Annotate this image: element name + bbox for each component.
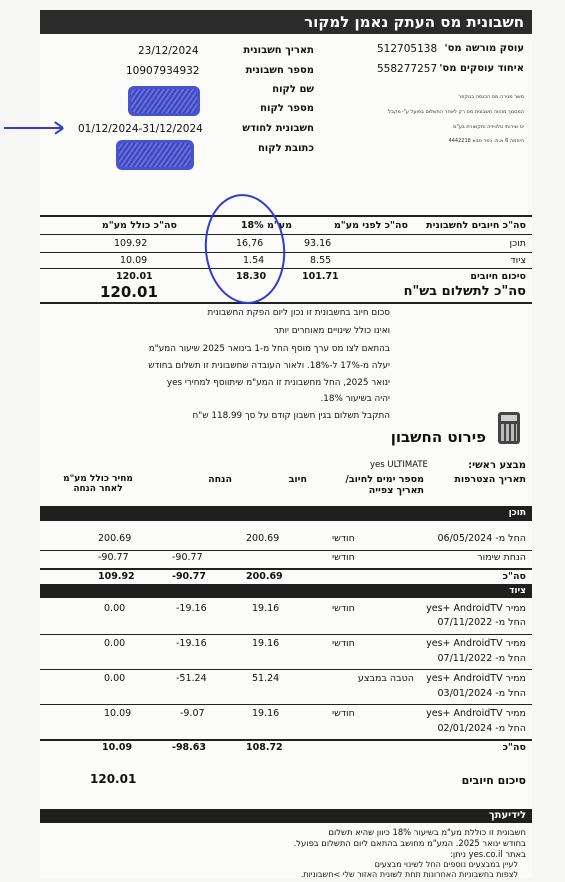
customer-name-label: שם לקוח bbox=[272, 84, 314, 95]
section-equipment-bar: ציוד bbox=[40, 584, 532, 598]
main-offer-label: מבצע ראשי: bbox=[468, 460, 526, 471]
business-fine-1: משר מגירה מס הכנסה בנוקפר bbox=[458, 94, 524, 100]
summary-header-vat: מע"מ 18% bbox=[240, 220, 292, 231]
content-row-1-price: 200.69 bbox=[98, 533, 132, 544]
summary-row-sum-label: סיכום חיובים bbox=[470, 271, 526, 282]
equip-row-4-charge: 19.16 bbox=[252, 708, 280, 719]
equip-row-3-desc1: ממיר yes+ AndroidTV bbox=[426, 673, 526, 684]
total-to-pay-label: סה"כ לתשלום בש"ח bbox=[403, 284, 526, 299]
content-total-label: סה"כ bbox=[502, 571, 526, 582]
hand-drawn-circle bbox=[199, 190, 290, 308]
equip-row-rule-3 bbox=[40, 704, 532, 705]
col-days: מספר ימים לחיוב/ תאריך צפייה bbox=[345, 474, 424, 496]
equip-row-2-period: חודשי bbox=[332, 638, 355, 649]
equip-total-charge: 108.72 bbox=[246, 742, 283, 753]
summary-bottom-rule bbox=[40, 302, 532, 304]
equip-row-1-desc1: ממיר yes+ AndroidTV bbox=[426, 603, 526, 614]
equip-row-rule-2 bbox=[40, 669, 532, 670]
invoice-title: חשבונית מס העתק נאמן למקור bbox=[40, 10, 532, 34]
note-line-7: התקבל תשלום בגין חשבון קודם על סך 118.99 ש"ח bbox=[192, 411, 390, 421]
invoice-date-value: 23/12/2024 bbox=[138, 45, 199, 57]
note-line-3: בהתאם לצו מס ערך מוסף החל מ-1 בינואר 2025 שיעור המע"מ bbox=[148, 344, 390, 354]
business-fine-3: יס שירותי טלוויזיה ותקשורת בע"מ bbox=[453, 124, 524, 130]
calculator-icon bbox=[498, 412, 520, 444]
equip-row-1-desc2: החל מ- 07/11/2022 bbox=[437, 617, 526, 628]
summary-row-sum-total: 120.01 bbox=[116, 271, 153, 282]
equip-row-4-discount: -9.07 bbox=[180, 708, 205, 719]
equip-row-2-charge: 19.16 bbox=[252, 638, 280, 649]
footer-item-1: חשבונית זו כוללת מע"מ בשיעור 18% כיוון שהיא תשלום bbox=[328, 827, 526, 837]
summary-row-sum-before: 101.71 bbox=[302, 271, 339, 282]
customer-number-label: מספר לקוח bbox=[260, 103, 314, 114]
summary-header-charges: סה"כ חיובים לחשבונית bbox=[426, 220, 526, 231]
equip-row-3-period: הטבה במבצע bbox=[357, 673, 414, 684]
equip-total-rule bbox=[40, 739, 532, 741]
equip-row-2-desc1: ממיר yes+ AndroidTV bbox=[426, 638, 526, 649]
content-row-1-charge: 200.69 bbox=[246, 533, 280, 544]
content-total-rule bbox=[40, 568, 532, 570]
content-total-price: 109.92 bbox=[98, 571, 135, 582]
equip-row-1-charge: 19.16 bbox=[252, 603, 280, 614]
footer-item-3: באתר yes.co.il ניתן: bbox=[450, 849, 526, 859]
col-price-after-discount: מחיר כולל מע"מ לאחר הנחה bbox=[63, 474, 133, 494]
equip-row-1-price: 0.00 bbox=[104, 603, 126, 614]
summary-header-rule bbox=[40, 234, 532, 235]
col-join-date: תאריך הצטרפות bbox=[454, 474, 526, 485]
dealer-label: עוסק מורשה מס' bbox=[444, 43, 524, 54]
equip-row-4-price: 10.09 bbox=[104, 708, 132, 719]
summary-header-before-vat: סה"כ לפני מע"מ bbox=[333, 220, 408, 231]
main-offer-value: yes ULTIMATE bbox=[370, 460, 428, 470]
content-total-charge: 200.69 bbox=[246, 571, 283, 582]
footer-item-2: בחודש ינואר 2025. המע"מ מחושב בהתאם ליום התשלום בפועל. bbox=[293, 838, 526, 848]
note-line-5: ינואר 2025, החל מחשבונית זו המע"מ שיתווסף למחירי yes bbox=[166, 378, 390, 388]
summary-row-equip-label: ציוד bbox=[510, 255, 526, 266]
customer-address-label: כתובת לקוח bbox=[257, 143, 314, 154]
equip-row-3-discount: -51.24 bbox=[176, 673, 207, 684]
summary-row-sum-vat: 18.30 bbox=[236, 271, 267, 282]
summary-row-rule-2 bbox=[40, 268, 532, 269]
redacted-customer-name bbox=[128, 86, 200, 116]
content-row-2-period: חודשי bbox=[332, 552, 355, 563]
equip-row-2-desc2: החל מ- 07/11/2022 bbox=[437, 653, 526, 664]
equip-row-1-period: חודשי bbox=[332, 603, 355, 614]
equip-row-3-desc2: החל מ- 03/01/2024 bbox=[437, 688, 526, 699]
content-row-1-period: חודשי bbox=[332, 533, 355, 544]
union-value: 558277257 bbox=[377, 63, 438, 75]
equip-total-label: סה"כ bbox=[502, 742, 526, 753]
summary-top-rule bbox=[40, 215, 532, 217]
equip-row-2-price: 0.00 bbox=[104, 638, 126, 649]
grand-total-value: 120.01 bbox=[90, 772, 137, 786]
content-row-2-desc: הנחת שימור bbox=[477, 552, 526, 563]
invoice-number-label: מספר חשבונית bbox=[245, 65, 314, 76]
footer-title-bar: לידיעתך bbox=[40, 809, 532, 823]
note-line-4: יעלה מ-17% ל-18%. ולאור העובדה שחשבונית זו תשלום בחודש bbox=[148, 361, 390, 371]
col-charge: חיוב bbox=[288, 474, 307, 485]
summary-row-equip-total: 10.09 bbox=[120, 255, 148, 266]
invoice-date-label: תאריך חשבונית bbox=[243, 45, 314, 56]
business-fine-2: המסמך מהווה חשבונית מס רק לאחר התשלום בפועל ע"י מקבל bbox=[388, 109, 524, 115]
content-row-rule bbox=[40, 550, 532, 551]
footer-item-4: לעיין במבצעים נוספים החל לשינוי מבצעים bbox=[374, 860, 518, 869]
summary-row-content-vat: 16.76 bbox=[236, 238, 264, 249]
content-total-discount: -90.77 bbox=[172, 571, 206, 582]
summary-row-content-label: תוכן bbox=[509, 238, 526, 249]
summary-row-rule bbox=[40, 252, 532, 253]
equip-row-3-price: 0.00 bbox=[104, 673, 126, 684]
invoice-number-value: 10907934932 bbox=[126, 65, 200, 77]
footer-item-5: לצפות בחשבוניות האחרונות תחת לשונית האזור שלי >חשבוניות. bbox=[300, 870, 518, 879]
billing-month-label: חשבונית לחודש bbox=[242, 123, 314, 134]
business-fine-4: היוזמה 6 א.ת. כפר סבא 4442218 bbox=[448, 138, 524, 144]
billing-month-value: 01/12/2024-31/12/2024 bbox=[78, 123, 203, 135]
equip-row-2-discount: -19.16 bbox=[176, 638, 207, 649]
summary-row-equip-vat: 1.54 bbox=[243, 255, 265, 266]
equip-row-4-desc1: ממיר yes+ AndroidTV bbox=[426, 708, 526, 719]
equip-row-4-desc2: החל מ- 02/01/2024 bbox=[437, 723, 526, 734]
redacted-customer-address bbox=[116, 140, 194, 170]
grand-total-label: סיכום חיובים bbox=[461, 774, 526, 787]
union-label: איחוד עוסקים מס' bbox=[439, 63, 524, 74]
note-line-6: יהיה בשיעור 18%. bbox=[320, 394, 390, 404]
equip-row-1-discount: -19.16 bbox=[176, 603, 207, 614]
summary-row-content-total: 109.92 bbox=[114, 238, 148, 249]
equip-row-3-charge: 51.24 bbox=[252, 673, 280, 684]
note-line-1: סכום חיוב בחשבונית זו נכון ליום הפקת החשבונית bbox=[207, 308, 390, 318]
col-discount: הנחה bbox=[208, 474, 232, 485]
summary-header-total: סה"כ כולל מע"מ bbox=[101, 220, 177, 231]
total-to-pay-value: 120.01 bbox=[100, 283, 158, 301]
section-content-bar: תוכן bbox=[40, 506, 532, 521]
equip-row-4-period: חודשי bbox=[332, 708, 355, 719]
content-row-1-desc: החל מ- 06/05/2024 bbox=[437, 533, 526, 544]
summary-row-content-before: 93.16 bbox=[304, 238, 332, 249]
breakdown-title: פירוט החשבון bbox=[390, 428, 486, 446]
hand-drawn-arrow bbox=[4, 127, 62, 129]
equip-total-price: 10.09 bbox=[102, 742, 133, 753]
invoice-page bbox=[40, 10, 532, 878]
content-row-2-price: -90.77 bbox=[98, 552, 129, 563]
summary-row-equip-before: 8.55 bbox=[310, 255, 332, 266]
equip-total-discount: -98.63 bbox=[172, 742, 206, 753]
note-line-2: ואינו כולל שינויים מאוחרים יותר bbox=[273, 326, 390, 336]
dealer-value: 512705138 bbox=[377, 43, 438, 55]
equip-row-rule-1 bbox=[40, 634, 532, 635]
content-row-2-discount: -90.77 bbox=[172, 552, 203, 563]
